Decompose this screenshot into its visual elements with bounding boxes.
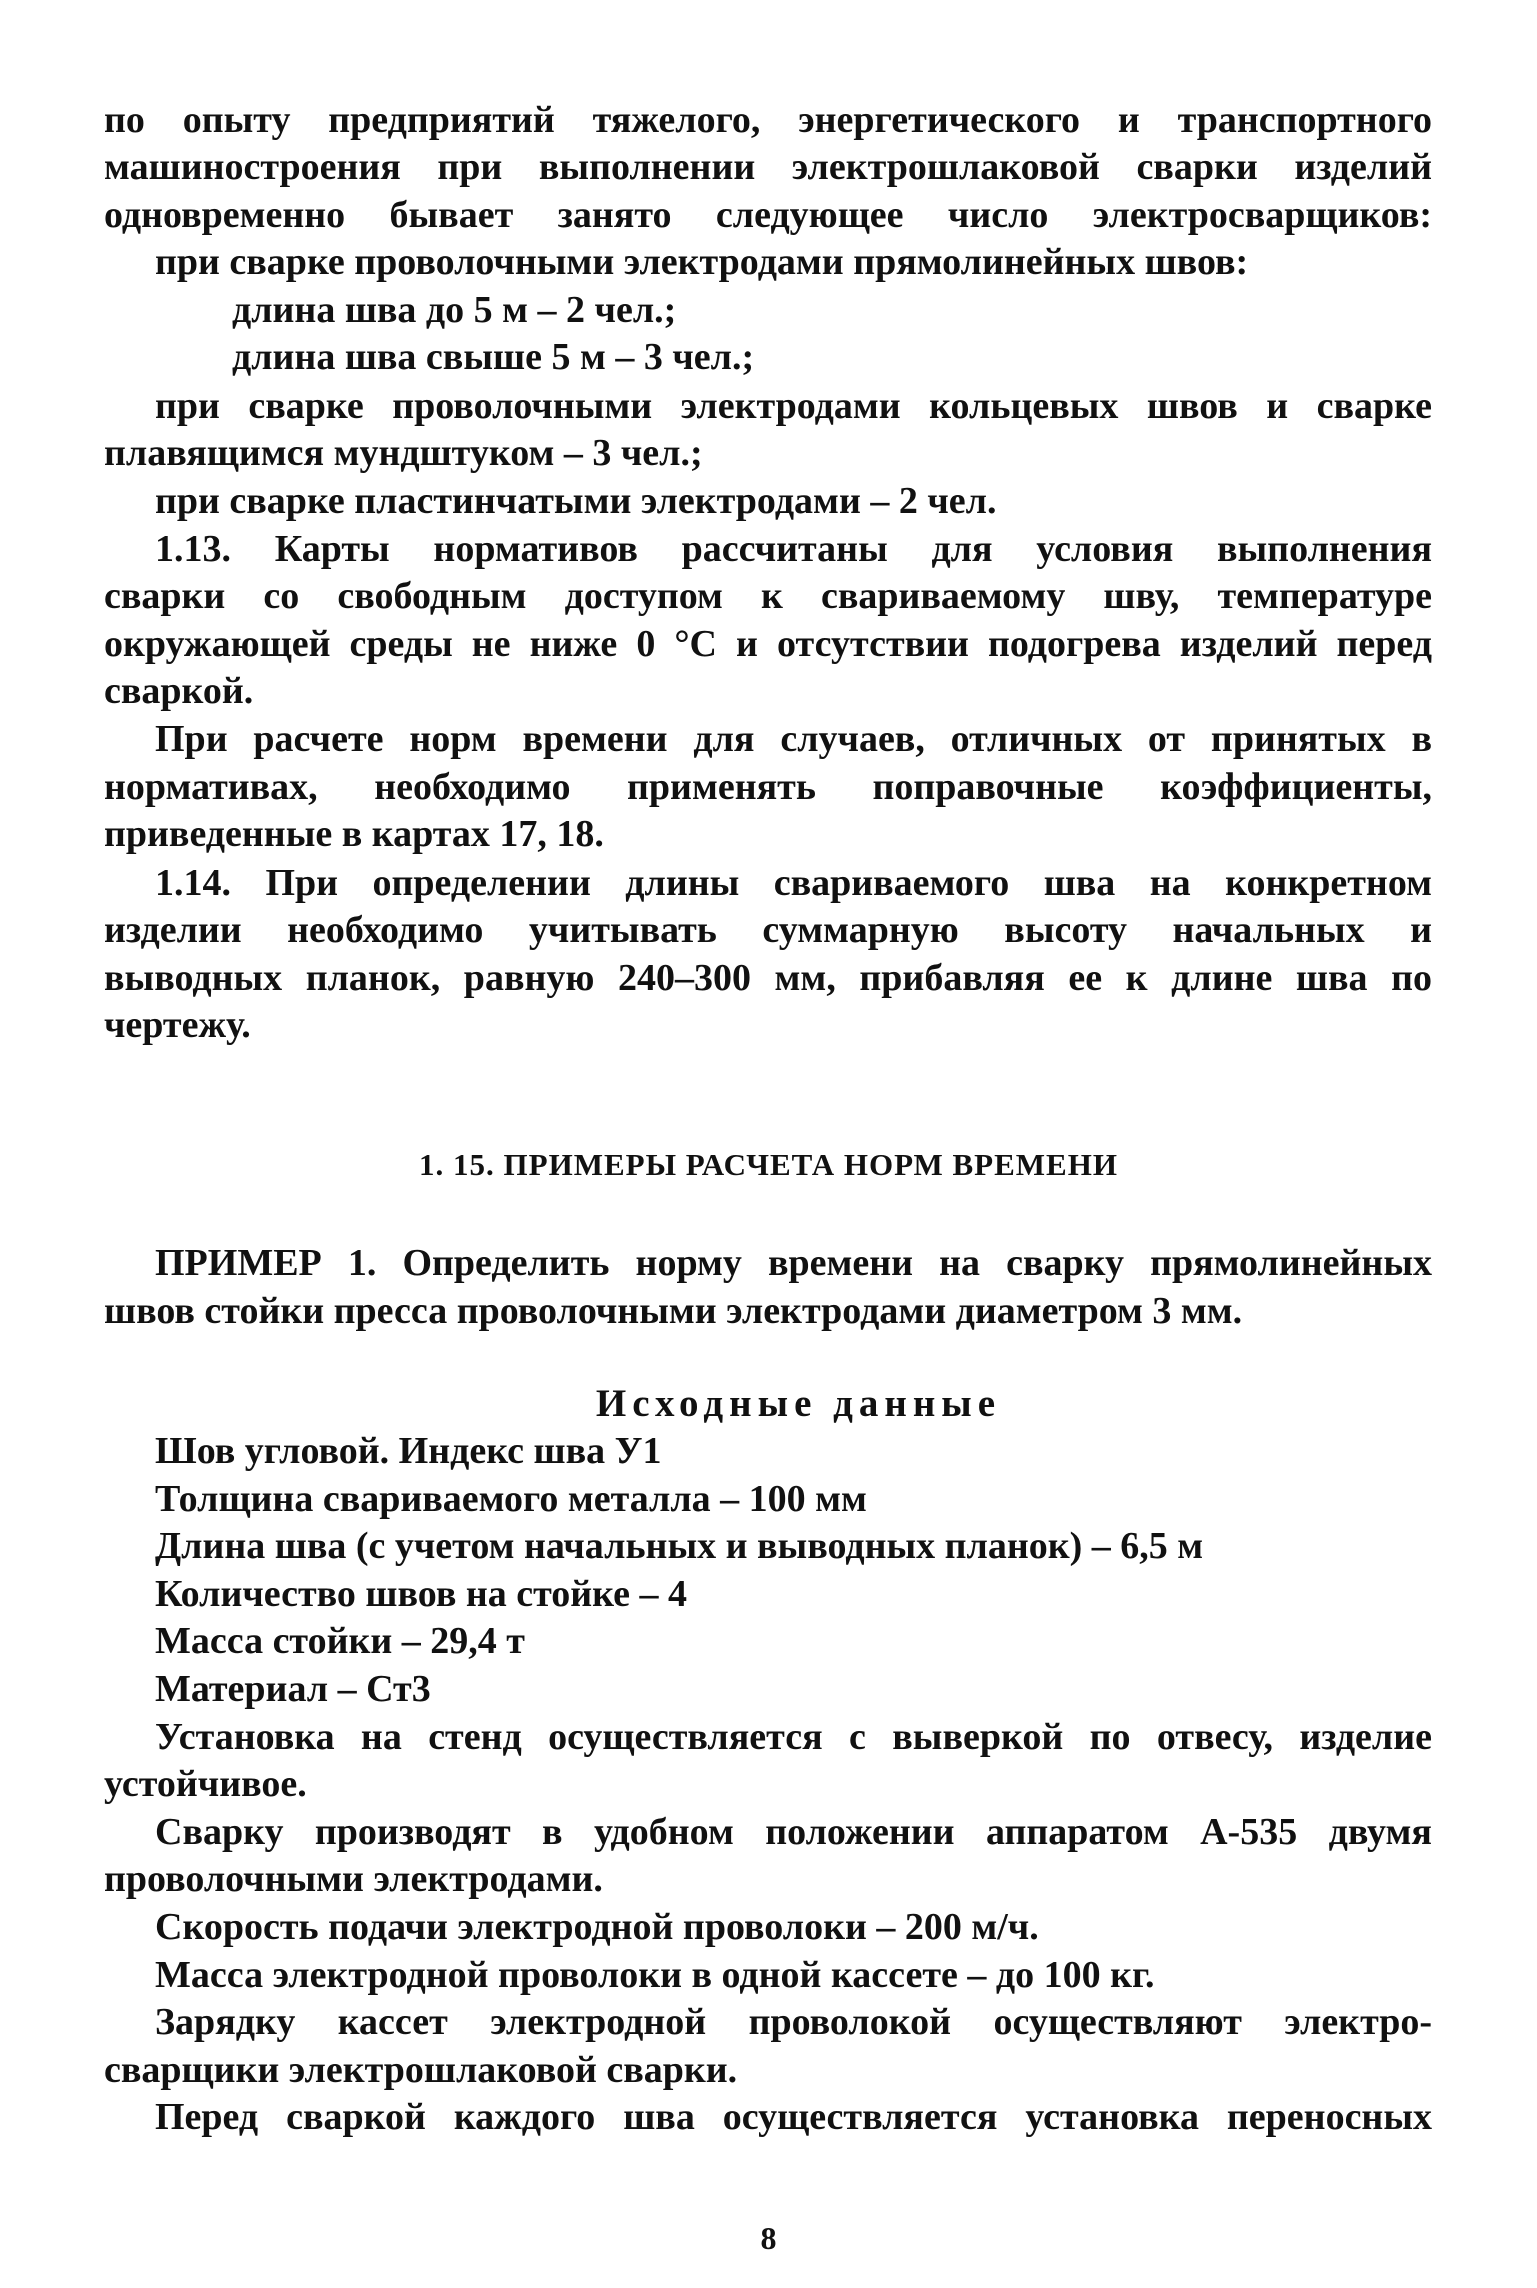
text-line: Длина шва (с учетом начальных и выводных планок) – 6,5 м	[155, 1525, 1204, 1567]
text-line: при сварке пластинчатыми электродами – 2 чел.	[155, 480, 997, 522]
text-line: Количество швов на стойке – 4	[155, 1573, 687, 1615]
text-line: нормативах, необходимо применять поправочные коэффициенты,	[104, 766, 1432, 808]
text-line: изделии необходимо учитывать суммарную высоту начальных и	[104, 909, 1432, 951]
text-line: 1.14. При определении длины свариваемого шва на конкретном	[155, 862, 1432, 904]
text-line: приведенные в картах 17, 18.	[104, 813, 604, 855]
section-heading: 1. 15. ПРИМЕРЫ РАСЧЕТА НОРМ ВРЕМЕНИ	[419, 1147, 1118, 1182]
text-line: Скорость подачи электродной проволоки – 200 м/ч.	[155, 1906, 1039, 1948]
text-line: Зарядку кассет электродной проволокой осуществляют электро-	[155, 2001, 1432, 2043]
text-line: длина шва до 5 м – 2 чел.;	[232, 289, 677, 331]
text-line: чертежу.	[104, 1004, 251, 1046]
page-number: 8	[760, 2220, 777, 2256]
text-line: Материал – Ст3	[155, 1668, 431, 1710]
text-line: ПРИМЕР 1. Определить норму времени на сварку прямолинейных	[155, 1242, 1432, 1284]
text-line: 1.13. Карты нормативов рассчитаны для условия выполнения	[155, 528, 1432, 570]
text-line: по опыту предприятий тяжелого, энергетического и транспортного	[104, 99, 1432, 141]
text-line: длина шва свыше 5 м – 3 чел.;	[232, 336, 755, 378]
text-line: плавящимся мундштуком – 3 чел.;	[104, 432, 703, 474]
subheading: Исходные данные	[595, 1382, 1002, 1425]
text-line: одновременно бывает занято следующее число электросварщиков:	[104, 194, 1432, 236]
text-line: при сварке проволочными электродами прямолинейных швов:	[155, 241, 1249, 283]
text-line: Установка на стенд осуществляется с выверкой по отвесу, изделие	[155, 1716, 1432, 1758]
text-line: сварки со свободным доступом к свариваемому шву, температуре	[104, 575, 1432, 617]
text-line: проволочными электродами.	[104, 1858, 603, 1900]
text-line: Толщина свариваемого металла – 100 мм	[155, 1478, 867, 1520]
text-line: Шов угловой. Индекс шва У1	[155, 1430, 662, 1472]
text-line: Сварку производят в удобном положении аппаратом А-535 двумя	[155, 1811, 1432, 1853]
text-line: при сварке проволочными электродами кольцевых швов и сварке	[155, 385, 1432, 427]
text-line: Масса стойки – 29,4 т	[155, 1620, 525, 1662]
text-line: устойчивое.	[104, 1763, 307, 1805]
text-line: швов стойки пресса проволочными электродами диаметром 3 мм.	[104, 1290, 1243, 1332]
text-line: машиностроения при выполнении электрошлаковой сварки изделий	[104, 146, 1432, 188]
text-line: сваркой.	[104, 670, 254, 712]
text-line: окружающей среды не ниже 0 °С и отсутствии подогрева изделий перед	[104, 623, 1432, 665]
text-line: Перед сваркой каждого шва осуществляется установка переносных	[155, 2096, 1432, 2138]
text-line: Масса электродной проволоки в одной кассете – до 100 кг.	[155, 1954, 1155, 1996]
text-line: При расчете норм времени для случаев, отличных от принятых в	[155, 718, 1432, 760]
text-line: сварщики электрошлаковой сварки.	[104, 2049, 738, 2091]
text-line: выводных планок, равную 240–300 мм, прибавляя ее к длине шва по	[104, 957, 1432, 999]
